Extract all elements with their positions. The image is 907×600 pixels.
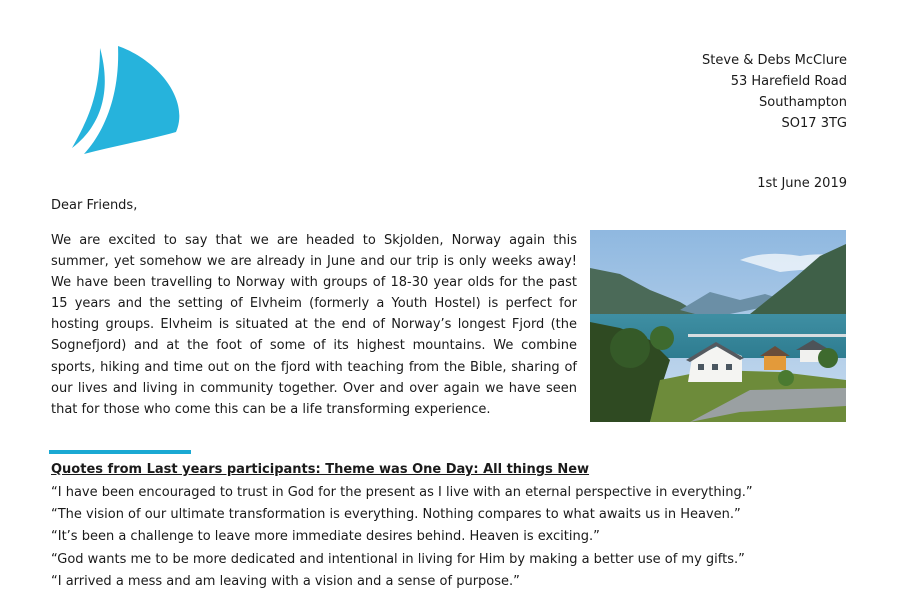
sender-postcode: SO17 3TG: [781, 116, 847, 131]
letter-date: 1st June 2019: [757, 176, 847, 191]
intro-paragraph: We are excited to say that we are headed to Skjolden, Norway again this summer, yet somehow we are already in June and our trip is only weeks away! We have been travelling to Norway with groups of 18-30 year olds for the past 15 years and the setting of Elvheim (formerly a Youth Hostel) is perfect for hosting groups. Elvheim is situated at the end of Norway’s longest Fjord (the Sognefjord) and at the foot of some of its highest mountains. We combine sports, hiking and time out on the fjord with teaching from the Bible, sharing of our lives and living in community together. Over and over again we have seen that for those who come this can be a life transforming experience.: [51, 233, 577, 417]
sender-address: [702, 50, 847, 134]
fjord-photo: [590, 230, 846, 422]
quotes-heading: Quotes from Last years participants: Theme was One Day: All things New: [51, 462, 590, 477]
accent-rule: [49, 450, 191, 454]
quote-item: “I arrived a mess and am leaving with a vision and a sense of purpose.”: [51, 573, 520, 589]
sail-logo-icon: [66, 44, 186, 156]
quotes-list: [51, 482, 753, 593]
salutation: Dear Friends,: [51, 198, 138, 213]
quote-item: “God wants me to be more dedicated and intentional in living for Him by making a better use of my gifts.”: [51, 551, 745, 567]
quote-item: “The vision of our ultimate transformation is everything. Nothing compares to what awaits us in Heaven.”: [51, 507, 741, 523]
sender-street: 53 Harefield Road: [730, 74, 847, 89]
sender-name: Steve & Debs McClure: [702, 53, 847, 68]
sender-city: Southampton: [759, 95, 847, 110]
quote-item: “It’s been a challenge to leave more immediate desires behind. Heaven is exciting.”: [51, 529, 600, 545]
quote-item: “I have been encouraged to trust in God for the present as I live with an eternal perspective in everything.”: [51, 485, 753, 500]
